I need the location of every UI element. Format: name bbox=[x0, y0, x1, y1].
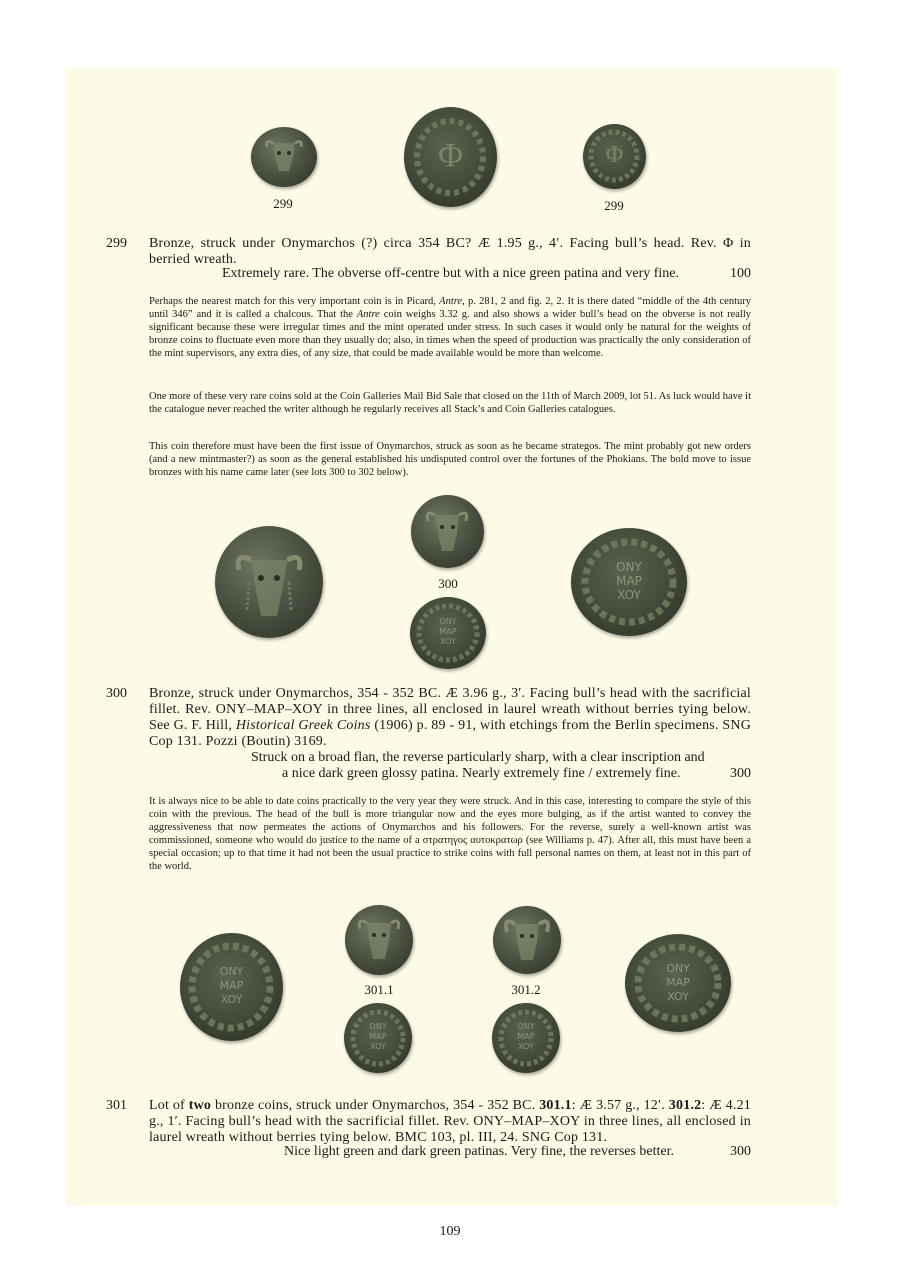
lot-300-note: It is always nice to be able to date coins practically to the very year they were struck. And in this case, interesting to compare the style of this coin with the previous. The head of the bull is more triangular now and the eyes more bulging, as if the artist wanted to convey the aggressiveness that now permeates the actions of Onymarchos and his followers. For the reverse, surely a well-known artist was commissioned, someone who would do justice to the name of a στρατηγος αυτοκρατωρ (see Williams p. 47). After all, this must have been a special occasion; up to that time it had not been the usual practice to strike coins with full personal names on them, at least not in this part of the world. bbox=[149, 796, 751, 872]
lot-300-estimate: 300 bbox=[730, 766, 751, 781]
coin-label-300: 300 bbox=[438, 576, 458, 591]
phi-symbol: Φ bbox=[438, 137, 463, 174]
lot-301-grade: Nice light green and dark green patinas. Very fine, the reverses better. bbox=[284, 1144, 675, 1159]
coin-301-1-reverse-small bbox=[344, 1003, 412, 1073]
lot-299-description: Bronze, struck under Onymarchos (?) circa 354 BC? Æ 1.95 g., 4′. Facing bull’s head. Rev. Φ in berried wreath. bbox=[149, 236, 751, 267]
bull-head-icon bbox=[251, 127, 317, 187]
bull-head-icon bbox=[345, 905, 413, 975]
lot-300-description: Bronze, struck under Onymarchos, 354 - 352 BC. Æ 3.96 g., 3′. Facing bull’s head with the sacrificial fillet. Rev. ONY–MAP–XOY in three lines, all enclosed in laurel wreath without berries tying below. See G. F. Hill, Historical Greek Coins (1906) p. 89 - 91, with etchings from the Berlin specimens. SNG Cop 131. Pozzi (Boutin) 3169. bbox=[149, 686, 752, 749]
coin-inscription: ONY MAP XOY bbox=[666, 962, 690, 1003]
lot-299-note-3: This coin therefore must have been the first issue of Onymarchos, struck as soon as he became strategos. The mint probably got new orders (and a new mintmaster?) as soon as the general established his undisputed control over the fortunes of the Phokians. The bold move to issue bronzes with his name came later (see lots 300 to 302 below). bbox=[149, 441, 751, 478]
lot-number-300: 300 bbox=[106, 686, 127, 701]
lot-300-grade-line-2: a nice dark green glossy patina. Nearly extremely fine / extremely fine. bbox=[282, 766, 681, 781]
lot-299-note-1: Perhaps the nearest match for this very important coin is in Picard, Antre, p. 281, 2 and fig. 2, 2. It is there dated “middle of the 4th century until 346” and it is called a chalcous. That the Antre coin weighs 3.32 g. and also shows a wider bull’s head on the obverse is not really significant because these were irregular times and the mint operated under stress. In such cases it would only be natural for the weights of bronze coins to fluctuate even more than they usually do; also, in times when the speed of production was practically the only consideration of the mint supervisors, any extra dies, of any size, that could be made available would be more than welcome. bbox=[149, 296, 751, 359]
coin-299-reverse-small bbox=[583, 124, 646, 189]
bull-head-icon bbox=[411, 495, 484, 568]
coin-inscription: ONY MAP XOY bbox=[616, 560, 642, 602]
lot-number-301: 301 bbox=[106, 1098, 127, 1113]
coin-299-reverse-large bbox=[404, 107, 497, 207]
lot-301-description: Lot of two bronze coins, struck under Onymarchos, 354 - 352 BC. 301.1: Æ 3.57 g., 12′. 301.2: Æ 4.21 g., 1′. Facing bull’s head with the sacrificial fillet. Rev. ONY–MAP–XOY in three lines, all enclosed in laurel wreath without berries tying below. BMC 103, pl. III, 24. SNG Cop 131. bbox=[149, 1098, 751, 1145]
coin-301-2-reverse-small bbox=[492, 1003, 560, 1073]
page-number: 109 bbox=[439, 1224, 461, 1239]
coin-300-reverse-small bbox=[410, 597, 486, 669]
coin-300-reverse-large bbox=[571, 528, 687, 636]
lot-number-299: 299 bbox=[106, 236, 127, 251]
coin-label-299-left: 299 bbox=[273, 196, 293, 211]
coin-300-obverse-large bbox=[215, 526, 323, 638]
coin-inscription: ONY MAP XOY bbox=[219, 965, 244, 1006]
coin-inscription: ONY MAP XOY bbox=[439, 617, 457, 646]
bull-head-icon bbox=[215, 526, 323, 638]
coin-301-2-reverse-large bbox=[625, 934, 731, 1032]
coin-label-301-1: 301.1 bbox=[364, 982, 394, 997]
coin-inscription: ONY MAP XOY bbox=[517, 1022, 535, 1051]
bull-head-icon bbox=[493, 906, 561, 974]
coin-label-301-2: 301.2 bbox=[511, 982, 541, 997]
coin-299-obverse bbox=[251, 127, 317, 187]
lot-300-grade-line-1: Struck on a broad flan, the reverse particularly sharp, with a clear inscription and bbox=[251, 750, 705, 765]
coin-inscription: ONY MAP XOY bbox=[369, 1022, 387, 1051]
lot-299-note-2: One more of these very rare coins sold at the Coin Galleries Mail Bid Sale that closed on the 11th of March 2009, lot 51. As luck would have it the catalogue never reached the writer although he regularly receives all Stack’s and Coin Galleries catalogues. bbox=[149, 391, 751, 415]
lot-299-estimate: 100 bbox=[730, 266, 751, 281]
lot-301-estimate: 300 bbox=[730, 1144, 751, 1159]
coin-301-2-obverse bbox=[493, 906, 561, 974]
coin-301-1-obverse bbox=[345, 905, 413, 975]
coin-301-1-reverse-large bbox=[180, 933, 283, 1041]
coin-300-obverse-small bbox=[411, 495, 484, 568]
coin-label-299-right: 299 bbox=[604, 198, 624, 213]
phi-symbol: Φ bbox=[605, 142, 624, 168]
lot-299-grade: Extremely rare. The obverse off-centre but with a nice green patina and very fine. bbox=[222, 266, 680, 281]
